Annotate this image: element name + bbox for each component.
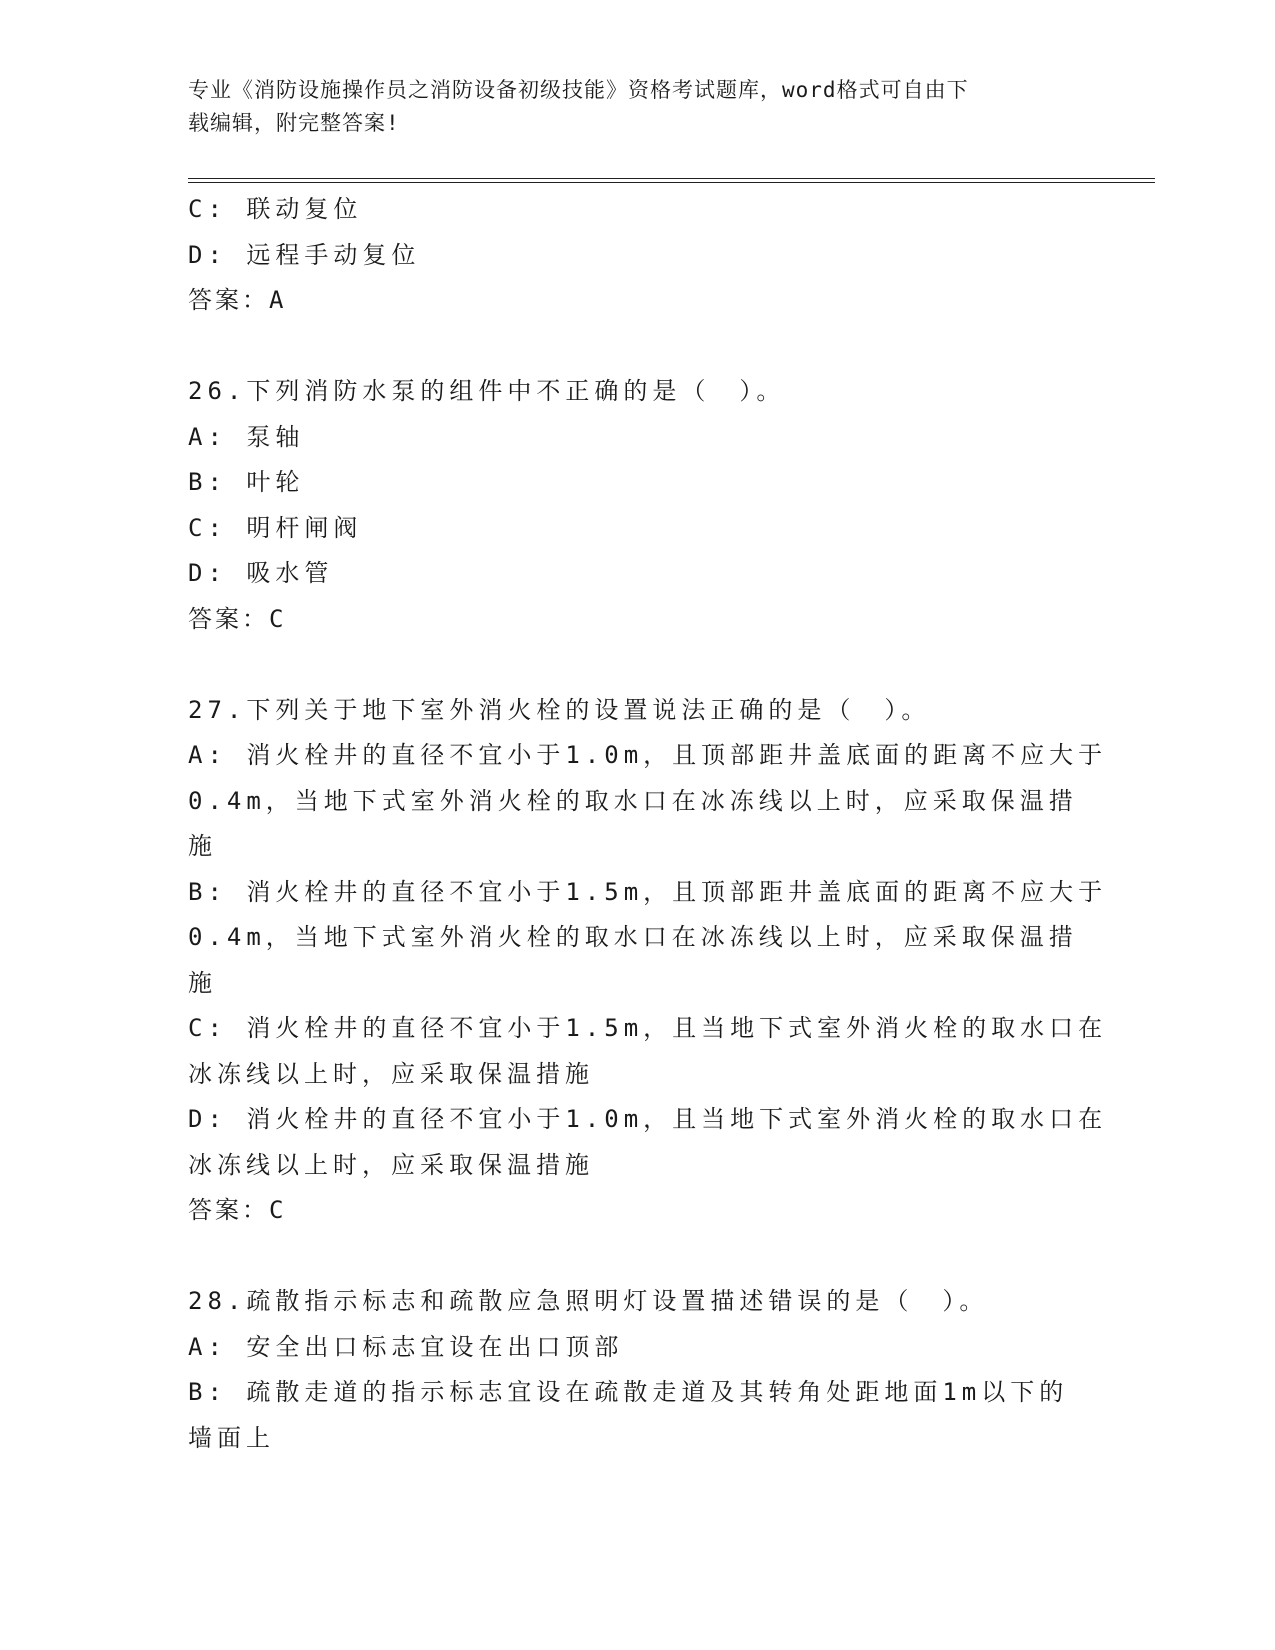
option-b: B: 叶轮 <box>188 468 305 496</box>
header-divider <box>188 178 1155 183</box>
question-27-stem: 27.下列关于地下室外消火栓的设置说法正确的是（ ）。 <box>188 695 931 724</box>
option-d: D: 吸水管 <box>188 559 334 587</box>
option-b: B: 疏散走道的指示标志宜设在疏散走道及其转角处距地面1m以下的 <box>188 1378 1069 1406</box>
option-d: D: 消火栓井的直径不宜小于1.0m，且当地下式室外消火栓的取水口在 <box>188 1105 1108 1133</box>
answer-line: 答案：C <box>188 604 287 633</box>
question-26-stem: 26.下列消防水泵的组件中不正确的是（ ）。 <box>188 377 786 405</box>
option-a: A: 消火栓井的直径不宜小于1.0m，且顶部距井盖底面的距离不应大于 <box>188 741 1108 769</box>
question-28-stem: 28.疏散指示标志和疏散应急照明灯设置描述错误的是（ ）。 <box>188 1287 989 1315</box>
option-a-cont: 施 <box>188 832 217 860</box>
option-c: C: 消火栓井的直径不宜小于1.5m，且当地下式室外消火栓的取水口在 <box>188 1014 1108 1042</box>
option-b-cont: 墙面上 <box>188 1423 275 1452</box>
header-line: 专业《消防设施操作员之消防设备初级技能》资格考试题库，word格式可自由下 <box>188 78 969 102</box>
document-header <box>188 74 1088 140</box>
spacer <box>188 1234 1088 1280</box>
option-c: C: 联动复位 <box>188 195 363 223</box>
option-b: B: 消火栓井的直径不宜小于1.5m，且顶部距井盖底面的距离不应大于 <box>188 877 1108 906</box>
option-c: C: 明杆闸阀 <box>188 513 363 542</box>
spacer <box>188 324 1088 370</box>
header-line: 载编辑，附完整答案! <box>188 111 400 135</box>
option-b-cont: 施 <box>188 968 217 997</box>
option-b-cont: 0.4m，当地下式室外消火栓的取水口在冰冻线以上时，应采取保温措 <box>188 923 1078 951</box>
question-list <box>188 187 1108 1461</box>
option-d: D: 远程手动复位 <box>188 240 421 269</box>
answer-line: 答案：A <box>188 286 287 314</box>
option-a-cont: 0.4m，当地下式室外消火栓的取水口在冰冻线以上时，应采取保温措 <box>188 786 1078 815</box>
option-a: A: 安全出口标志宜设在出口顶部 <box>188 1332 624 1361</box>
option-a: A: 泵轴 <box>188 422 305 451</box>
option-d-cont: 冰冻线以上时，应采取保温措施 <box>188 1150 594 1179</box>
answer-line: 答案：C <box>188 1196 287 1224</box>
option-c-cont: 冰冻线以上时，应采取保温措施 <box>188 1059 594 1088</box>
spacer <box>188 642 1088 688</box>
